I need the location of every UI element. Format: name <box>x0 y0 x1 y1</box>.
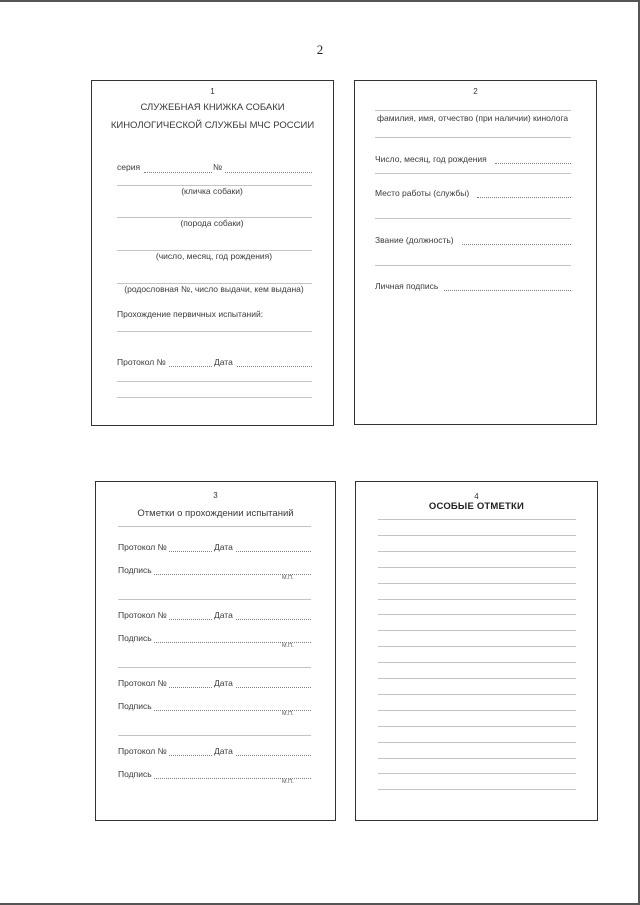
workplace-line[interactable] <box>375 218 571 219</box>
entry-protocol-field[interactable] <box>169 619 212 620</box>
protocol-field[interactable] <box>169 366 212 367</box>
birth-date-caption: (число, месяц, год рождения) <box>155 251 273 261</box>
booklet-title-line1: СЛУЖЕБНАЯ КНИЖКА СОБАКИ <box>140 102 285 113</box>
note-line[interactable] <box>378 646 576 647</box>
entry-protocol-field[interactable] <box>169 551 212 552</box>
entry-date-label: Дата <box>214 542 233 552</box>
handler-birth-line[interactable] <box>375 173 571 174</box>
entry-divider <box>118 599 311 600</box>
note-line[interactable] <box>378 758 576 759</box>
entry-signature-label: Подпись <box>118 769 152 779</box>
note-line[interactable] <box>378 583 576 584</box>
note-line[interactable] <box>378 567 576 568</box>
rank-line[interactable] <box>375 265 571 266</box>
panel-number: 3 <box>213 491 218 500</box>
date-label: Дата <box>214 357 233 367</box>
note-line[interactable] <box>378 662 576 663</box>
note-line[interactable] <box>378 630 576 631</box>
special-notes-title: ОСОБЫЕ ОТМЕТКИ <box>428 501 525 512</box>
stamp-label: М.П. <box>282 575 294 581</box>
entry-date-field[interactable] <box>236 551 311 552</box>
panel-3-test-records <box>95 481 336 821</box>
entry-signature-label: Подпись <box>118 701 152 711</box>
note-line[interactable] <box>378 789 576 790</box>
booklet-title-line2: КИНОЛОГИЧЕСКОЙ СЛУЖБЫ МЧС РОССИИ <box>110 120 315 131</box>
protocol-label: Протокол № <box>117 357 166 367</box>
title-underline <box>118 526 311 527</box>
handler-birth-label: Число, месяц, год рождения <box>375 154 487 164</box>
note-line[interactable] <box>378 742 576 743</box>
panel-number: 4 <box>474 492 479 501</box>
handler-name-caption: фамилия, имя, отчество (при наличии) кинолога <box>377 113 569 123</box>
panel-1-cover <box>91 80 334 426</box>
entry-protocol-label: Протокол № <box>118 542 167 552</box>
note-line[interactable] <box>378 710 576 711</box>
number-field[interactable] <box>225 172 312 173</box>
note-line[interactable] <box>378 694 576 695</box>
personal-signature-field[interactable] <box>444 290 571 291</box>
series-field[interactable] <box>144 172 212 173</box>
dog-name-caption: (кличка собаки) <box>181 186 243 196</box>
workplace-field[interactable] <box>477 197 571 198</box>
note-line[interactable] <box>378 678 576 679</box>
test-records-title: Отметки о прохождении испытаний <box>137 508 294 519</box>
number-label: № <box>213 162 223 172</box>
note-line[interactable] <box>378 599 576 600</box>
protocol-extra-line[interactable] <box>117 381 312 382</box>
handler-name-line[interactable] <box>375 137 571 138</box>
scan-edge-top <box>0 0 640 2</box>
personal-signature-label: Личная подпись <box>375 281 439 291</box>
note-line[interactable] <box>378 551 576 552</box>
note-line[interactable] <box>378 535 576 536</box>
note-line[interactable] <box>378 614 576 615</box>
rank-field[interactable] <box>462 244 571 245</box>
note-line[interactable] <box>378 773 576 774</box>
workplace-label: Место работы (службы) <box>375 188 470 198</box>
entry-date-label: Дата <box>214 746 233 756</box>
handler-birth-field[interactable] <box>495 163 571 164</box>
panel-2-handler <box>354 80 597 425</box>
breed-caption: (порода собаки) <box>180 218 244 228</box>
entry-divider <box>118 735 311 736</box>
entry-divider <box>118 667 311 668</box>
note-line[interactable] <box>378 726 576 727</box>
series-label: серия <box>117 162 141 172</box>
stamp-label: М.П. <box>282 643 294 649</box>
entry-protocol-label: Протокол № <box>118 746 167 756</box>
entry-date-field[interactable] <box>236 755 311 756</box>
rank-label: Звание (должность) <box>375 235 454 245</box>
entry-signature-label: Подпись <box>118 565 152 575</box>
entry-date-label: Дата <box>214 678 233 688</box>
initial-tests-label: Прохождение первичных испытаний: <box>117 309 264 319</box>
panel-number: 1 <box>210 87 215 96</box>
entry-date-field[interactable] <box>236 687 311 688</box>
panel-number: 2 <box>473 87 478 96</box>
entry-protocol-field[interactable] <box>169 755 212 756</box>
initial-tests-field[interactable] <box>117 331 312 332</box>
entry-protocol-label: Протокол № <box>118 678 167 688</box>
entry-date-label: Дата <box>214 610 233 620</box>
date-field[interactable] <box>237 366 312 367</box>
protocol-extra-line[interactable] <box>117 397 312 398</box>
handler-name-field[interactable] <box>375 110 571 111</box>
entry-protocol-label: Протокол № <box>118 610 167 620</box>
page-number: 2 <box>316 42 324 57</box>
entry-protocol-field[interactable] <box>169 687 212 688</box>
stamp-label: М.П. <box>282 779 294 785</box>
pedigree-caption: (родословная №, число выдачи, кем выдана) <box>124 284 304 294</box>
panel-4-special-notes <box>355 481 598 821</box>
entry-date-field[interactable] <box>236 619 311 620</box>
stamp-label: М.П. <box>282 711 294 717</box>
note-line[interactable] <box>378 519 576 520</box>
entry-signature-label: Подпись <box>118 633 152 643</box>
